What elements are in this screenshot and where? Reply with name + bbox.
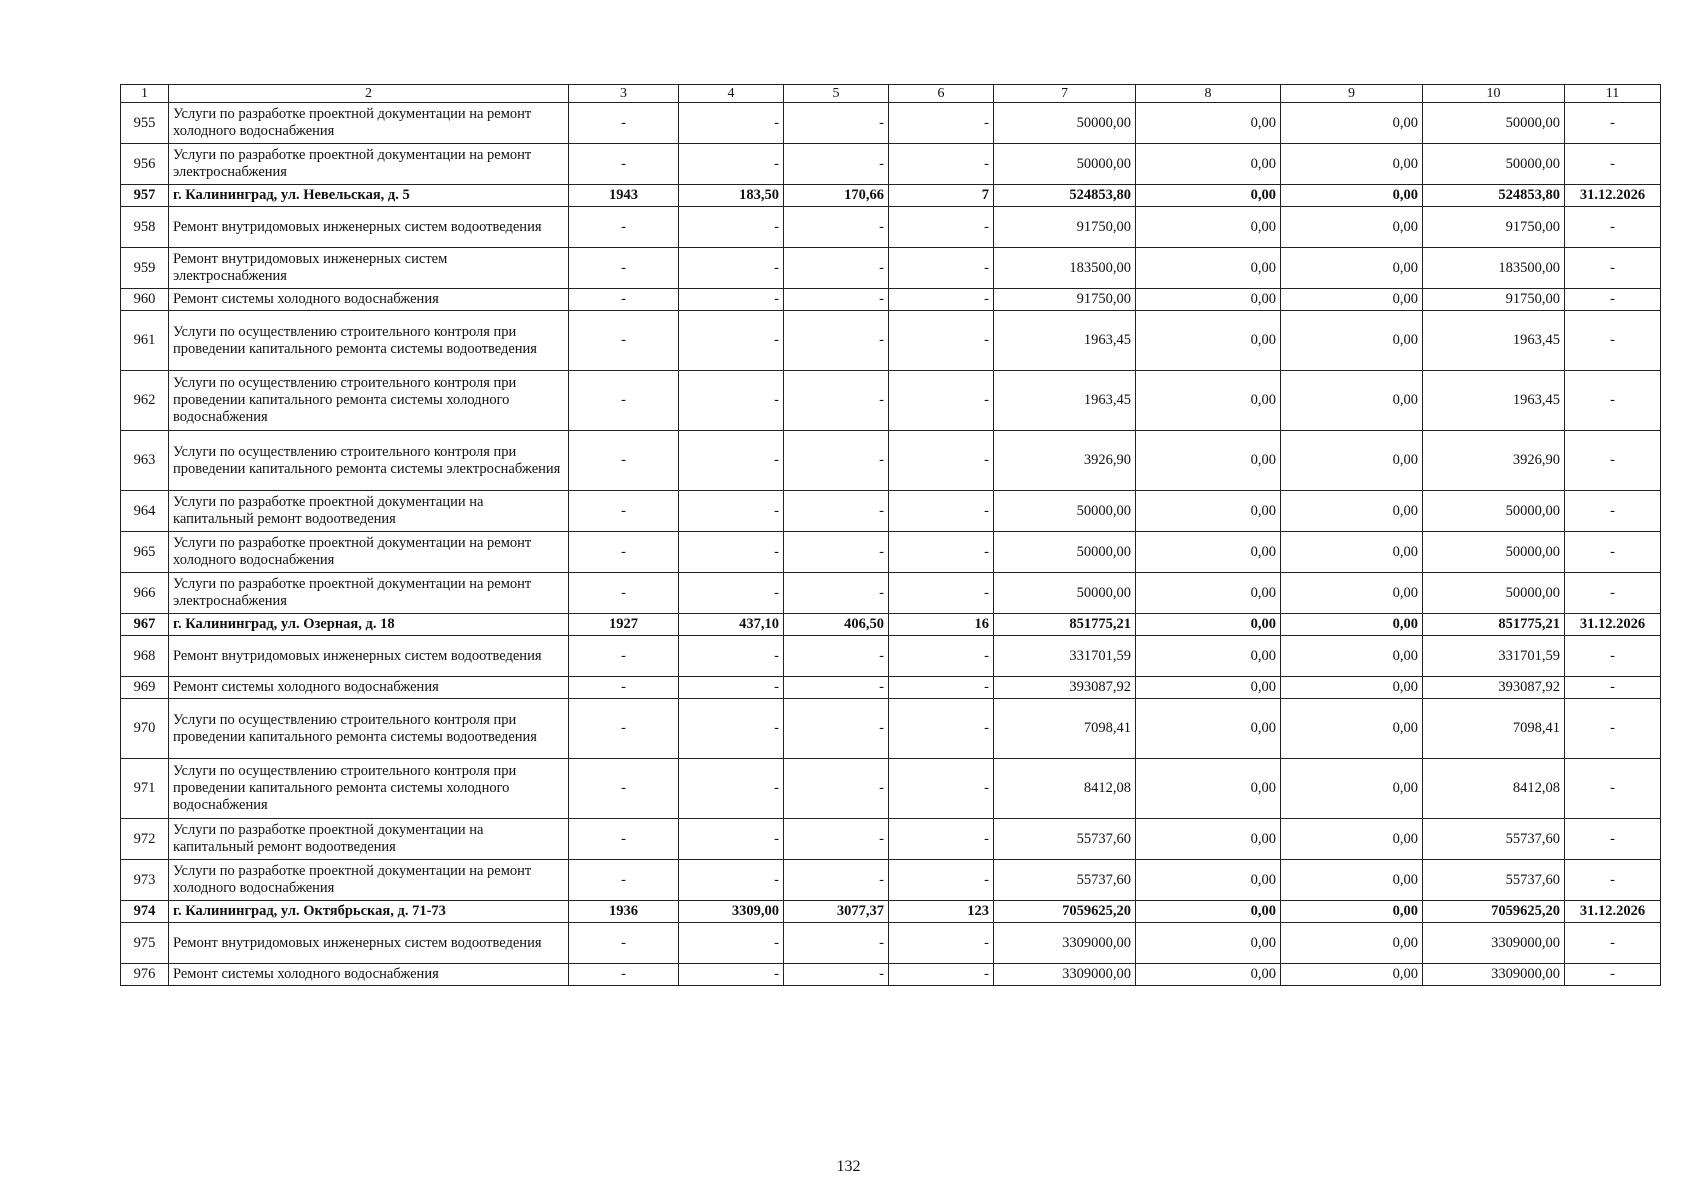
cell-deadline: 31.12.2026 <box>1565 614 1661 636</box>
work-item-row <box>121 431 1661 491</box>
address-row <box>121 185 1661 207</box>
cell-cost-total: 183500,00 <box>994 248 1136 289</box>
row-description: Услуги по разработке проектной документации на ремонт электроснабжения <box>169 573 569 614</box>
cell-owner-funds: 91750,00 <box>1423 289 1565 311</box>
header-cell: 9 <box>1281 85 1423 103</box>
cell-total-area: - <box>679 699 784 759</box>
header-cell: 5 <box>784 85 889 103</box>
work-item-row <box>121 677 1661 699</box>
work-item-row <box>121 573 1661 614</box>
cell-deadline: - <box>1565 144 1661 185</box>
cell-residents: - <box>889 636 994 677</box>
cell-budget-share: 0,00 <box>1281 207 1423 248</box>
cell-fund-share: 0,00 <box>1136 289 1281 311</box>
cell-budget-share: 0,00 <box>1281 289 1423 311</box>
cell-owner-funds: 50000,00 <box>1423 532 1565 573</box>
cell-cost-total: 331701,59 <box>994 636 1136 677</box>
cell-living-area: - <box>784 677 889 699</box>
cell-living-area: - <box>784 636 889 677</box>
cell-year: - <box>569 923 679 964</box>
cell-fund-share: 0,00 <box>1136 311 1281 371</box>
row-number: 965 <box>121 532 169 573</box>
cell-deadline: - <box>1565 289 1661 311</box>
cell-living-area: - <box>784 699 889 759</box>
row-description: г. Калининград, ул. Озерная, д. 18 <box>169 614 569 636</box>
cell-year: - <box>569 573 679 614</box>
cell-year: - <box>569 491 679 532</box>
cell-living-area: - <box>784 144 889 185</box>
header-cell: 2 <box>169 85 569 103</box>
cell-owner-funds: 3309000,00 <box>1423 923 1565 964</box>
cell-total-area: - <box>679 819 784 860</box>
header-cell: 8 <box>1136 85 1281 103</box>
cell-year: - <box>569 677 679 699</box>
row-description: Услуги по разработке проектной документации на ремонт холодного водоснабжения <box>169 860 569 901</box>
cell-budget-share: 0,00 <box>1281 677 1423 699</box>
header-cell: 6 <box>889 85 994 103</box>
cell-deadline: - <box>1565 371 1661 431</box>
cell-year: - <box>569 759 679 819</box>
cell-deadline: - <box>1565 964 1661 986</box>
header-cell: 1 <box>121 85 169 103</box>
cell-owner-funds: 55737,60 <box>1423 819 1565 860</box>
row-description: Ремонт внутридомовых инженерных систем водоотведения <box>169 636 569 677</box>
cell-owner-funds: 50000,00 <box>1423 491 1565 532</box>
cell-owner-funds: 50000,00 <box>1423 144 1565 185</box>
cell-owner-funds: 8412,08 <box>1423 759 1565 819</box>
cell-year: - <box>569 431 679 491</box>
cell-cost-total: 3926,90 <box>994 431 1136 491</box>
cell-cost-total: 7059625,20 <box>994 901 1136 923</box>
work-item-row <box>121 923 1661 964</box>
cell-deadline: - <box>1565 532 1661 573</box>
row-number: 955 <box>121 103 169 144</box>
cell-fund-share: 0,00 <box>1136 923 1281 964</box>
cell-deadline: - <box>1565 923 1661 964</box>
cell-year: 1943 <box>569 185 679 207</box>
cell-budget-share: 0,00 <box>1281 248 1423 289</box>
cell-total-area: - <box>679 923 784 964</box>
cell-year: - <box>569 311 679 371</box>
cell-deadline: - <box>1565 431 1661 491</box>
row-description: г. Калининград, ул. Октябрьская, д. 71-73 <box>169 901 569 923</box>
row-description: Услуги по разработке проектной документации на капитальный ремонт водоотведения <box>169 491 569 532</box>
row-number: 974 <box>121 901 169 923</box>
cell-fund-share: 0,00 <box>1136 371 1281 431</box>
row-number: 970 <box>121 699 169 759</box>
cell-owner-funds: 50000,00 <box>1423 573 1565 614</box>
cell-total-area: - <box>679 491 784 532</box>
row-description: Услуги по осуществлению строительного контроля при проведении капитального ремонта системы водоотведения <box>169 311 569 371</box>
cell-residents: 16 <box>889 614 994 636</box>
cell-residents: - <box>889 103 994 144</box>
cell-owner-funds: 183500,00 <box>1423 248 1565 289</box>
cell-total-area: - <box>679 248 784 289</box>
row-number: 962 <box>121 371 169 431</box>
cell-total-area: - <box>679 103 784 144</box>
cell-living-area: - <box>784 860 889 901</box>
cell-residents: - <box>889 860 994 901</box>
cell-total-area: - <box>679 289 784 311</box>
cell-cost-total: 91750,00 <box>994 207 1136 248</box>
cell-deadline: 31.12.2026 <box>1565 901 1661 923</box>
cell-total-area: - <box>679 573 784 614</box>
cell-fund-share: 0,00 <box>1136 103 1281 144</box>
cell-cost-total: 393087,92 <box>994 677 1136 699</box>
cell-budget-share: 0,00 <box>1281 185 1423 207</box>
row-description: Услуги по осуществлению строительного контроля при проведении капитального ремонта системы водоотведения <box>169 699 569 759</box>
cell-budget-share: 0,00 <box>1281 901 1423 923</box>
cell-total-area: - <box>679 431 784 491</box>
cell-budget-share: 0,00 <box>1281 103 1423 144</box>
cell-residents: - <box>889 248 994 289</box>
cell-year: - <box>569 699 679 759</box>
cell-year: - <box>569 860 679 901</box>
cell-budget-share: 0,00 <box>1281 636 1423 677</box>
cell-owner-funds: 851775,21 <box>1423 614 1565 636</box>
cell-residents: 7 <box>889 185 994 207</box>
work-item-row <box>121 699 1661 759</box>
cell-cost-total: 3309000,00 <box>994 923 1136 964</box>
cell-deadline: - <box>1565 248 1661 289</box>
column-number-header <box>121 85 1661 103</box>
cell-total-area: - <box>679 964 784 986</box>
cell-fund-share: 0,00 <box>1136 185 1281 207</box>
cell-living-area: - <box>784 289 889 311</box>
cell-year: 1927 <box>569 614 679 636</box>
row-description: г. Калининград, ул. Невельская, д. 5 <box>169 185 569 207</box>
cell-residents: - <box>889 491 994 532</box>
cell-fund-share: 0,00 <box>1136 901 1281 923</box>
cell-living-area: - <box>784 311 889 371</box>
cell-fund-share: 0,00 <box>1136 248 1281 289</box>
cell-year: - <box>569 819 679 860</box>
cell-residents: - <box>889 371 994 431</box>
row-number: 975 <box>121 923 169 964</box>
row-description: Ремонт внутридомовых инженерных систем водоотведения <box>169 207 569 248</box>
cell-total-area: - <box>679 532 784 573</box>
row-description: Услуги по разработке проектной документации на ремонт холодного водоснабжения <box>169 103 569 144</box>
row-number: 967 <box>121 614 169 636</box>
cell-fund-share: 0,00 <box>1136 207 1281 248</box>
cell-cost-total: 1963,45 <box>994 371 1136 431</box>
cell-budget-share: 0,00 <box>1281 573 1423 614</box>
cell-fund-share: 0,00 <box>1136 819 1281 860</box>
cell-deadline: - <box>1565 311 1661 371</box>
cell-cost-total: 55737,60 <box>994 819 1136 860</box>
cell-owner-funds: 3309000,00 <box>1423 964 1565 986</box>
cell-cost-total: 524853,80 <box>994 185 1136 207</box>
cell-living-area: 406,50 <box>784 614 889 636</box>
cell-fund-share: 0,00 <box>1136 699 1281 759</box>
row-description: Услуги по осуществлению строительного контроля при проведении капитального ремонта системы холодного водоснабжения <box>169 371 569 431</box>
cell-living-area: - <box>784 207 889 248</box>
row-description: Услуги по разработке проектной документации на капитальный ремонт водоотведения <box>169 819 569 860</box>
header-cell: 7 <box>994 85 1136 103</box>
cell-cost-total: 851775,21 <box>994 614 1136 636</box>
cell-residents: - <box>889 923 994 964</box>
cell-deadline: - <box>1565 759 1661 819</box>
header-cell: 3 <box>569 85 679 103</box>
cell-residents: - <box>889 573 994 614</box>
row-number: 963 <box>121 431 169 491</box>
cell-fund-share: 0,00 <box>1136 144 1281 185</box>
cell-living-area: - <box>784 964 889 986</box>
header-cell: 4 <box>679 85 784 103</box>
cell-cost-total: 50000,00 <box>994 144 1136 185</box>
page-number: 132 <box>836 1158 861 1175</box>
cell-total-area: - <box>679 636 784 677</box>
cell-budget-share: 0,00 <box>1281 311 1423 371</box>
cell-year: - <box>569 636 679 677</box>
cell-living-area: 3077,37 <box>784 901 889 923</box>
cell-year: - <box>569 103 679 144</box>
cell-owner-funds: 1963,45 <box>1423 371 1565 431</box>
row-number: 969 <box>121 677 169 699</box>
cell-living-area: - <box>784 431 889 491</box>
cell-residents: - <box>889 431 994 491</box>
address-row <box>121 901 1661 923</box>
work-item-row <box>121 860 1661 901</box>
row-number: 959 <box>121 248 169 289</box>
cell-budget-share: 0,00 <box>1281 759 1423 819</box>
cell-living-area: - <box>784 819 889 860</box>
cell-budget-share: 0,00 <box>1281 819 1423 860</box>
cell-cost-total: 8412,08 <box>994 759 1136 819</box>
cell-residents: - <box>889 289 994 311</box>
cell-owner-funds: 331701,59 <box>1423 636 1565 677</box>
cell-cost-total: 3309000,00 <box>994 964 1136 986</box>
work-item-row <box>121 491 1661 532</box>
cell-owner-funds: 1963,45 <box>1423 311 1565 371</box>
cell-cost-total: 50000,00 <box>994 103 1136 144</box>
work-item-row <box>121 636 1661 677</box>
row-description: Услуги по разработке проектной документации на ремонт холодного водоснабжения <box>169 532 569 573</box>
row-number: 973 <box>121 860 169 901</box>
cell-living-area: - <box>784 248 889 289</box>
cell-deadline: - <box>1565 491 1661 532</box>
row-number: 960 <box>121 289 169 311</box>
cell-fund-share: 0,00 <box>1136 636 1281 677</box>
cell-cost-total: 50000,00 <box>994 491 1136 532</box>
cell-cost-total: 1963,45 <box>994 311 1136 371</box>
cell-budget-share: 0,00 <box>1281 491 1423 532</box>
register-table <box>120 84 1661 986</box>
row-number: 956 <box>121 144 169 185</box>
cell-year: - <box>569 289 679 311</box>
row-description: Ремонт системы холодного водоснабжения <box>169 964 569 986</box>
cell-total-area: - <box>679 311 784 371</box>
cell-budget-share: 0,00 <box>1281 614 1423 636</box>
row-number: 971 <box>121 759 169 819</box>
cell-year: - <box>569 144 679 185</box>
work-item-row <box>121 759 1661 819</box>
cell-owner-funds: 393087,92 <box>1423 677 1565 699</box>
cell-cost-total: 91750,00 <box>994 289 1136 311</box>
work-item-row <box>121 289 1661 311</box>
cell-cost-total: 50000,00 <box>994 532 1136 573</box>
cell-living-area: - <box>784 923 889 964</box>
row-description: Ремонт внутридомовых инженерных систем водоотведения <box>169 923 569 964</box>
cell-cost-total: 7098,41 <box>994 699 1136 759</box>
cell-budget-share: 0,00 <box>1281 431 1423 491</box>
cell-deadline: 31.12.2026 <box>1565 185 1661 207</box>
cell-residents: - <box>889 819 994 860</box>
cell-living-area: - <box>784 759 889 819</box>
work-item-row <box>121 532 1661 573</box>
row-description: Услуги по осуществлению строительного контроля при проведении капитального ремонта системы холодного водоснабжения <box>169 759 569 819</box>
row-number: 961 <box>121 311 169 371</box>
cell-budget-share: 0,00 <box>1281 532 1423 573</box>
work-item-row <box>121 964 1661 986</box>
header-cell: 10 <box>1423 85 1565 103</box>
cell-year: - <box>569 371 679 431</box>
cell-year: - <box>569 207 679 248</box>
cell-year: - <box>569 248 679 289</box>
row-description: Услуги по осуществлению строительного контроля при проведении капитального ремонта системы электроснабжения <box>169 431 569 491</box>
cell-fund-share: 0,00 <box>1136 964 1281 986</box>
cell-total-area: 437,10 <box>679 614 784 636</box>
cell-residents: - <box>889 759 994 819</box>
cell-deadline: - <box>1565 677 1661 699</box>
cell-residents: - <box>889 677 994 699</box>
cell-total-area: - <box>679 860 784 901</box>
cell-fund-share: 0,00 <box>1136 431 1281 491</box>
cell-budget-share: 0,00 <box>1281 964 1423 986</box>
cell-owner-funds: 55737,60 <box>1423 860 1565 901</box>
header-cell: 11 <box>1565 85 1661 103</box>
work-item-row <box>121 144 1661 185</box>
register-sheet <box>120 84 1660 986</box>
cell-living-area: - <box>784 371 889 431</box>
cell-total-area: - <box>679 759 784 819</box>
cell-budget-share: 0,00 <box>1281 860 1423 901</box>
cell-fund-share: 0,00 <box>1136 677 1281 699</box>
address-row <box>121 614 1661 636</box>
cell-year: 1936 <box>569 901 679 923</box>
cell-fund-share: 0,00 <box>1136 532 1281 573</box>
cell-deadline: - <box>1565 103 1661 144</box>
cell-living-area: - <box>784 103 889 144</box>
work-item-row <box>121 103 1661 144</box>
cell-fund-share: 0,00 <box>1136 759 1281 819</box>
cell-budget-share: 0,00 <box>1281 371 1423 431</box>
cell-fund-share: 0,00 <box>1136 491 1281 532</box>
cell-cost-total: 55737,60 <box>994 860 1136 901</box>
row-number: 968 <box>121 636 169 677</box>
work-item-row <box>121 819 1661 860</box>
row-description: Ремонт системы холодного водоснабжения <box>169 677 569 699</box>
cell-fund-share: 0,00 <box>1136 573 1281 614</box>
cell-deadline: - <box>1565 573 1661 614</box>
cell-residents: - <box>889 311 994 371</box>
cell-fund-share: 0,00 <box>1136 860 1281 901</box>
cell-deadline: - <box>1565 860 1661 901</box>
cell-living-area: 170,66 <box>784 185 889 207</box>
cell-year: - <box>569 964 679 986</box>
work-item-row <box>121 311 1661 371</box>
cell-residents: - <box>889 144 994 185</box>
row-description: Услуги по разработке проектной документации на ремонт электроснабжения <box>169 144 569 185</box>
cell-residents: - <box>889 532 994 573</box>
cell-residents: 123 <box>889 901 994 923</box>
cell-budget-share: 0,00 <box>1281 923 1423 964</box>
cell-budget-share: 0,00 <box>1281 144 1423 185</box>
cell-year: - <box>569 532 679 573</box>
cell-owner-funds: 7059625,20 <box>1423 901 1565 923</box>
cell-total-area: - <box>679 144 784 185</box>
cell-total-area: 3309,00 <box>679 901 784 923</box>
cell-total-area: - <box>679 207 784 248</box>
cell-total-area: - <box>679 371 784 431</box>
cell-budget-share: 0,00 <box>1281 699 1423 759</box>
row-description: Ремонт системы холодного водоснабжения <box>169 289 569 311</box>
cell-residents: - <box>889 699 994 759</box>
work-item-row <box>121 207 1661 248</box>
register-body <box>121 85 1661 986</box>
row-number: 957 <box>121 185 169 207</box>
cell-owner-funds: 3926,90 <box>1423 431 1565 491</box>
cell-fund-share: 0,00 <box>1136 614 1281 636</box>
row-number: 972 <box>121 819 169 860</box>
cell-deadline: - <box>1565 699 1661 759</box>
cell-owner-funds: 7098,41 <box>1423 699 1565 759</box>
cell-owner-funds: 50000,00 <box>1423 103 1565 144</box>
cell-living-area: - <box>784 573 889 614</box>
cell-living-area: - <box>784 532 889 573</box>
cell-owner-funds: 524853,80 <box>1423 185 1565 207</box>
row-number: 966 <box>121 573 169 614</box>
cell-cost-total: 50000,00 <box>994 573 1136 614</box>
cell-residents: - <box>889 207 994 248</box>
cell-living-area: - <box>784 491 889 532</box>
row-number: 958 <box>121 207 169 248</box>
cell-residents: - <box>889 964 994 986</box>
work-item-row <box>121 248 1661 289</box>
work-item-row <box>121 371 1661 431</box>
cell-deadline: - <box>1565 636 1661 677</box>
row-number: 964 <box>121 491 169 532</box>
cell-deadline: - <box>1565 207 1661 248</box>
cell-total-area: - <box>679 677 784 699</box>
cell-deadline: - <box>1565 819 1661 860</box>
row-description: Ремонт внутридомовых инженерных систем электроснабжения <box>169 248 569 289</box>
row-number: 976 <box>121 964 169 986</box>
cell-total-area: 183,50 <box>679 185 784 207</box>
cell-owner-funds: 91750,00 <box>1423 207 1565 248</box>
